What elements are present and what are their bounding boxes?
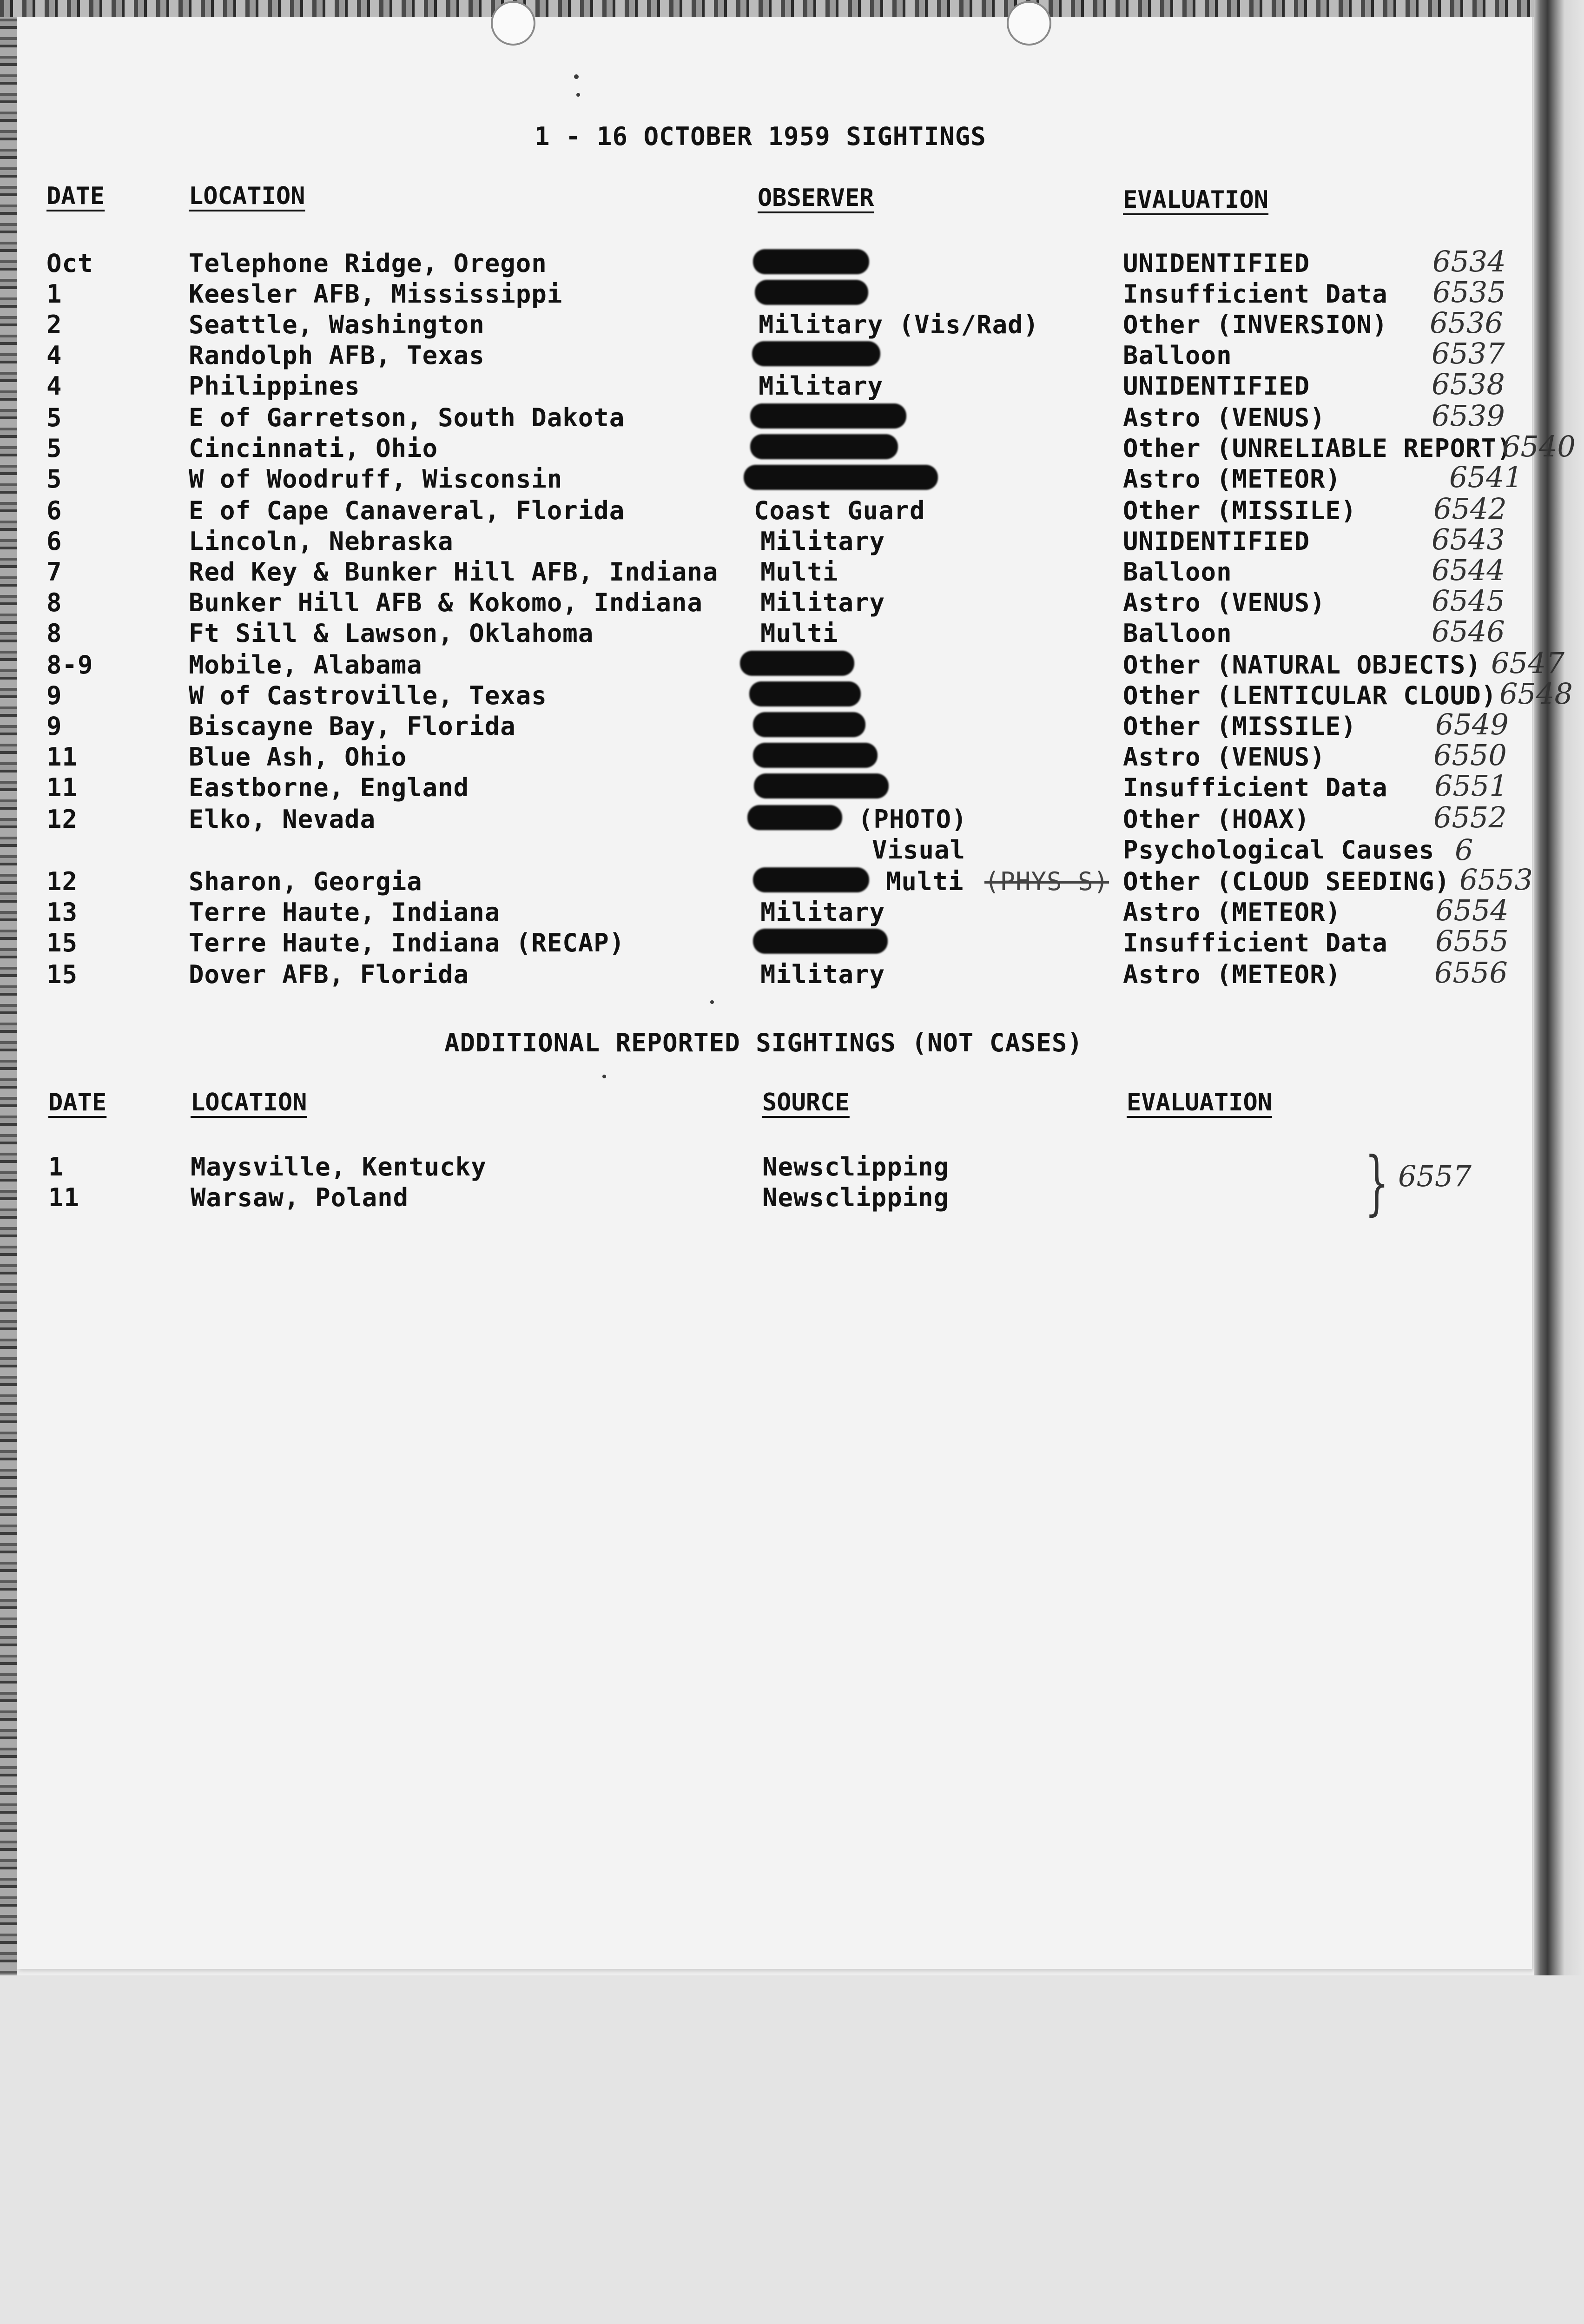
additional-row-date: 11 — [48, 1183, 80, 1212]
speck-icon — [574, 74, 579, 79]
row-date: 6 — [46, 496, 62, 525]
crossed-out-note: (PHYS S) — [984, 867, 1109, 896]
row-case-number: 6549 — [1435, 707, 1509, 741]
row-evaluation: Insufficient Data — [1123, 279, 1388, 309]
row-date: 15 — [46, 960, 78, 989]
row-case-number: 6541 — [1449, 460, 1523, 494]
row-evaluation: UNIDENTIFIED — [1123, 371, 1310, 401]
row-location: Biscayne Bay, Florida — [189, 712, 516, 741]
binder-hole-right-icon — [1007, 1, 1051, 46]
row-location: E of Garretson, South Dakota — [189, 403, 625, 432]
row-evaluation: Other (MISSILE) — [1123, 496, 1357, 525]
row-date: 15 — [46, 928, 78, 957]
redaction-bar — [749, 681, 861, 706]
row-location: Terre Haute, Indiana (RECAP) — [189, 928, 625, 957]
additional-row-location: Warsaw, Poland — [191, 1183, 409, 1212]
additional-header-date: DATE — [48, 1089, 107, 1116]
row-location: Randolph AFB, Texas — [189, 341, 485, 370]
redaction-bar — [753, 929, 888, 954]
row-evaluation: Insufficient Data — [1123, 773, 1388, 802]
row-case-number: 6543 — [1432, 522, 1505, 556]
row-case-number: 6550 — [1433, 738, 1507, 772]
page-title: 1 - 16 OCTOBER 1959 SIGHTINGS — [535, 122, 986, 151]
row-case-number: 6542 — [1433, 492, 1507, 526]
row-case-number: 6548 — [1499, 677, 1573, 711]
additional-title: ADDITIONAL REPORTED SIGHTINGS (NOT CASES) — [444, 1028, 1083, 1057]
additional-row-date: 1 — [48, 1152, 64, 1182]
additional-header-source: SOURCE — [762, 1089, 850, 1116]
row-observer: Military — [759, 371, 884, 401]
scan-left-edge — [0, 0, 17, 1975]
row-evaluation: Other (NATURAL OBJECTS) — [1123, 650, 1481, 680]
row-case-number: 6547 — [1491, 646, 1564, 680]
row-case-number: 6552 — [1433, 800, 1507, 834]
row-evaluation: Other (UNRELIABLE REPORT) — [1123, 434, 1512, 463]
row-location: Cincinnati, Ohio — [189, 434, 438, 463]
redaction-bar — [747, 805, 842, 830]
row-date: 4 — [46, 341, 62, 370]
redaction-bar — [753, 712, 865, 737]
row-evaluation: Other (HOAX) — [1123, 805, 1310, 834]
row-location: Dover AFB, Florida — [189, 960, 469, 989]
row-evaluation: Balloon — [1123, 341, 1232, 370]
row-location: Sharon, Georgia — [189, 867, 422, 896]
row-evaluation: Other (LENTICULAR CLOUD) — [1123, 681, 1497, 710]
row-case-number: 6535 — [1432, 275, 1506, 309]
row-location: Bunker Hill AFB & Kokomo, Indiana — [189, 588, 703, 617]
row-evaluation: Insufficient Data — [1123, 928, 1388, 957]
row-case-number: 6553 — [1459, 863, 1533, 897]
row-evaluation: Astro (VENUS) — [1123, 588, 1326, 617]
redaction-bar — [755, 280, 868, 305]
additional-header-evaluation: EVALUATION — [1127, 1089, 1273, 1116]
row-observer: Military — [760, 588, 885, 617]
scan-top-edge — [0, 0, 1584, 17]
row-date: 1 — [46, 279, 62, 309]
redaction-bar — [750, 403, 906, 429]
redaction-bar — [753, 249, 869, 274]
row-observer: (PHOTO) — [858, 805, 967, 834]
row-date: 5 — [46, 403, 62, 432]
row-date: 12 — [46, 805, 78, 834]
binder-hole-left-icon — [491, 1, 535, 46]
row-date: 2 — [46, 310, 62, 339]
row-location: Blue Ash, Ohio — [189, 742, 407, 772]
header-date: DATE — [46, 182, 105, 210]
row-location: W of Castroville, Texas — [189, 681, 547, 710]
row-date: 11 — [46, 773, 78, 802]
row-evaluation: Balloon — [1123, 557, 1232, 587]
redaction-bar — [740, 651, 854, 676]
row-observer: Multi — [760, 557, 838, 587]
row-location: Mobile, Alabama — [189, 650, 422, 680]
row-case-number: 6534 — [1432, 244, 1506, 278]
row-date: Oct — [46, 249, 93, 278]
row-location: Terre Haute, Indiana — [189, 898, 501, 927]
row-date: 5 — [46, 464, 62, 494]
redaction-bar — [752, 341, 880, 366]
row-observer: Multi — [760, 619, 838, 648]
row-observer: Military — [760, 527, 885, 556]
speck-icon — [602, 1075, 606, 1078]
row-date: 7 — [46, 557, 62, 587]
row-evaluation: Astro (METEOR) — [1123, 960, 1341, 989]
row-case-number: 6544 — [1432, 553, 1505, 587]
row-evaluation: Other (CLOUD SEEDING) — [1123, 867, 1450, 896]
row-evaluation: Other (MISSILE) — [1123, 712, 1357, 741]
row-observer: Visual — [872, 835, 966, 865]
row-evaluation: Balloon — [1123, 619, 1232, 648]
row-date: 9 — [46, 712, 62, 741]
header-observer: OBSERVER — [758, 184, 874, 212]
row-case-number: 6556 — [1434, 956, 1508, 990]
row-location: Telephone Ridge, Oregon — [189, 249, 547, 278]
row-location: Keesler AFB, Mississippi — [189, 279, 563, 309]
row-date: 5 — [46, 434, 62, 463]
row-date: 13 — [46, 898, 78, 927]
row-observer: Military (Vis/Rad) — [759, 310, 1039, 339]
row-evaluation: Astro (VENUS) — [1123, 742, 1326, 772]
row-evaluation: Psychological Causes — [1123, 835, 1435, 865]
header-location: LOCATION — [189, 182, 305, 210]
row-location: Seattle, Washington — [189, 310, 485, 339]
row-date: 8 — [46, 619, 62, 648]
row-case-number: 6536 — [1430, 306, 1503, 340]
scan-right-edge — [1534, 0, 1584, 1975]
psych-mark: 6 — [1455, 833, 1473, 867]
row-location: W of Woodruff, Wisconsin — [189, 464, 563, 494]
additional-row-source: Newsclipping — [762, 1183, 950, 1212]
row-case-number: 6539 — [1432, 399, 1505, 433]
row-case-number: 6540 — [1502, 429, 1576, 463]
row-case-number: 6554 — [1435, 893, 1509, 927]
row-observer: Military — [760, 898, 885, 927]
row-case-number: 6546 — [1432, 614, 1505, 648]
row-date: 8-9 — [46, 650, 93, 680]
row-evaluation: UNIDENTIFIED — [1123, 527, 1310, 556]
row-location: Eastborne, England — [189, 773, 469, 802]
additional-header-location: LOCATION — [191, 1089, 307, 1116]
row-evaluation: Astro (METEOR) — [1123, 464, 1341, 494]
row-case-number: 6538 — [1432, 367, 1505, 401]
row-location: Ft Sill & Lawson, Oklahoma — [189, 619, 594, 648]
row-date: 8 — [46, 588, 62, 617]
row-date: 9 — [46, 681, 62, 710]
redaction-bar — [753, 867, 869, 892]
redaction-bar — [753, 743, 878, 768]
handwritten-brace-icon: } — [1365, 1142, 1389, 1223]
redaction-bar — [744, 465, 938, 490]
speck-icon — [710, 1000, 714, 1004]
row-evaluation: Astro (VENUS) — [1123, 403, 1326, 432]
speck-icon — [576, 93, 580, 97]
additional-case-number: 6557 — [1398, 1159, 1472, 1193]
row-case-number: 6537 — [1432, 337, 1505, 370]
row-case-number: 6545 — [1432, 584, 1505, 618]
scan-background-bottom — [0, 1975, 1584, 2324]
row-evaluation: Astro (METEOR) — [1123, 898, 1341, 927]
row-location: E of Cape Canaveral, Florida — [189, 496, 625, 525]
redaction-bar — [754, 773, 889, 799]
row-evaluation: Other (INVERSION) — [1123, 310, 1388, 339]
row-date: 12 — [46, 867, 78, 896]
redaction-bar — [750, 434, 898, 459]
row-evaluation: UNIDENTIFIED — [1123, 249, 1310, 278]
row-date: 4 — [46, 371, 62, 401]
row-location: Elko, Nevada — [189, 805, 376, 834]
row-case-number: 6555 — [1435, 924, 1509, 958]
row-location: Red Key & Bunker Hill AFB, Indiana — [189, 557, 719, 587]
row-date: 11 — [46, 742, 78, 772]
row-location: Philippines — [189, 371, 360, 401]
header-evaluation: EVALUATION — [1123, 186, 1269, 214]
row-date: 6 — [46, 527, 62, 556]
row-observer: Coast Guard — [754, 496, 925, 525]
row-observer: Multi — [886, 867, 964, 896]
row-location: Lincoln, Nebraska — [189, 527, 454, 556]
row-case-number: 6551 — [1434, 769, 1508, 803]
additional-row-location: Maysville, Kentucky — [191, 1152, 487, 1182]
additional-row-source: Newsclipping — [762, 1152, 950, 1182]
row-observer: Military — [760, 960, 885, 989]
